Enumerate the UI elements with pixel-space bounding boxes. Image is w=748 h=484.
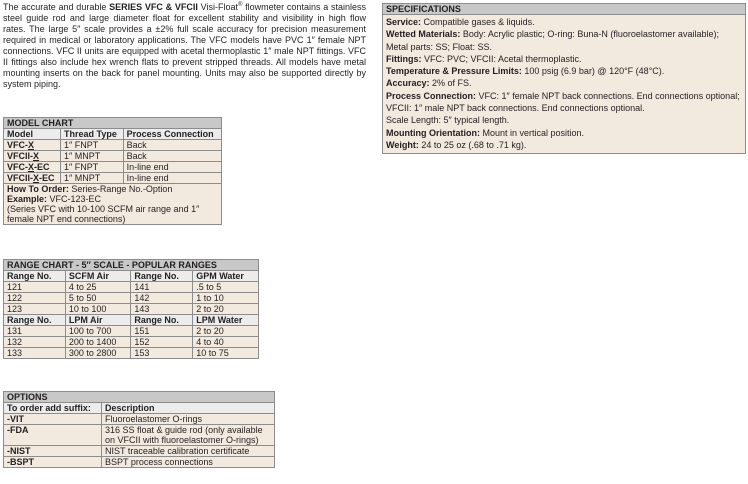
option-suffix-cell: -FDA	[4, 425, 102, 446]
model-range-placeholder: X	[33, 151, 40, 161]
specifications-body	[383, 15, 745, 153]
options-title: OPTIONS	[4, 392, 275, 403]
example-text: VFC-123-EC	[47, 194, 102, 204]
table-row	[4, 457, 275, 468]
model-prefix: VFC-	[7, 162, 28, 172]
range-col-header: Range No.	[131, 315, 193, 326]
intro-paragraph	[3, 2, 366, 90]
model-cell	[4, 140, 61, 151]
spec-label: Mounting Orientation:	[386, 127, 480, 138]
spec-value: VFC: PVC; VFCII: Acetal thermoplastic.	[421, 53, 582, 64]
table-row	[4, 326, 259, 337]
option-suffix-cell: -NIST	[4, 446, 102, 457]
range-col-header: Range No.	[4, 315, 66, 326]
spec-value: 2% of FS.	[429, 78, 472, 89]
range-cell: 151	[131, 326, 193, 337]
table-row	[4, 414, 275, 425]
spec-value: 100 psig (6.9 bar) @ 120°F (48°C).	[521, 66, 665, 77]
table-row	[4, 162, 222, 173]
intro-text-2: flowmeter contains a stainless steel guide rod and large diameter float for excellent stability and visibility in high flow rates. The large 5″ scale provides a ±2% full scale accuracy for precision measurement required in medical or laboratory applications. The VFC models have PVC 1″ female NPT connections. VFC II units are equipped with acetal thermoplastic 1″ male NPT fittings. VFC II fittings also include hex wrench flats to prevent stripped threads. All models have metal mounting inserts on the back for panel mounting. Units may also be supported directly by system piping.	[3, 2, 366, 89]
table-row	[4, 140, 222, 151]
thread-cell: 1″ MNPT	[61, 173, 124, 184]
range-cell: 10 to 75	[193, 348, 259, 359]
range-cell: 132	[4, 337, 66, 348]
how-to-order	[4, 184, 222, 225]
range-col-header: LPM Water	[193, 315, 259, 326]
connection-cell: Back	[123, 140, 221, 151]
connection-cell: Back	[123, 151, 221, 162]
range-cell: 123	[4, 304, 66, 315]
range-cell: 141	[131, 282, 193, 293]
spec-item	[386, 90, 742, 115]
range-cell: 122	[4, 293, 66, 304]
range-cell: 4 to 25	[65, 282, 131, 293]
range-cell: 200 to 1400	[65, 337, 131, 348]
range-cell: .5 to 5	[193, 282, 259, 293]
spec-label: Temperature & Pressure Limits:	[386, 66, 522, 77]
model-chart	[3, 117, 222, 225]
table-row	[4, 446, 275, 457]
range-cell: 5 to 50	[65, 293, 131, 304]
range-col-header: LPM Air	[65, 315, 131, 326]
option-suffix-cell: -VIT	[4, 414, 102, 425]
model-prefix: VFC-	[7, 140, 28, 150]
range-cell: 1 to 10	[193, 293, 259, 304]
spec-item	[386, 53, 742, 65]
option-description-cell: Fluoroelastomer O-rings	[102, 414, 275, 425]
thread-col-header: Thread Type	[61, 129, 124, 140]
spec-value: VFC: 1″ female NPT back connections. End connections optional; VFCII: 1″ male NPT back connections. End connections optional.	[386, 90, 740, 114]
model-suffix: -EC	[39, 173, 55, 183]
spec-item	[386, 65, 742, 77]
table-row	[4, 151, 222, 162]
specifications-title: SPECIFICATIONS	[383, 4, 745, 15]
range-cell: 143	[131, 304, 193, 315]
table-row	[4, 348, 259, 359]
range-cell: 153	[131, 348, 193, 359]
spec-label: Service:	[386, 17, 422, 27]
range-cell: 131	[4, 326, 66, 337]
how-to-order-text: Series-Range No.-Option	[68, 184, 173, 194]
intro-product-name: Visi-Float	[197, 2, 238, 12]
spec-item	[386, 16, 742, 28]
model-range-placeholder: X	[28, 162, 35, 172]
spec-label: Process Connection:	[386, 90, 477, 101]
model-cell	[4, 173, 61, 184]
range-cell: 100 to 700	[65, 326, 131, 337]
model-cell	[4, 162, 61, 173]
model-prefix: VFCII-	[7, 173, 33, 183]
range-chart-title: RANGE CHART - 5″ SCALE - POPULAR RANGES	[4, 260, 259, 271]
model-prefix: VFCII-	[7, 151, 33, 161]
connection-cell: In-line end	[123, 162, 221, 173]
range-cell: 133	[4, 348, 66, 359]
thread-cell: 1″ FNPT	[61, 140, 124, 151]
model-suffix: -EC	[34, 162, 50, 172]
range-cell: 300 to 2800	[65, 348, 131, 359]
thread-cell: 1″ MNPT	[61, 151, 124, 162]
spec-label: Fittings:	[386, 53, 422, 64]
model-col-header: Model	[4, 129, 61, 140]
registered-mark: ®	[237, 2, 243, 8]
model-chart-title: MODEL CHART	[4, 118, 222, 129]
table-row	[4, 293, 259, 304]
range-cell: 121	[4, 282, 66, 293]
spec-value: Body: Acrylic plastic; O-ring: Buna-N (fluoroelastomer available); Metal parts: SS; Float: SS.	[386, 29, 719, 52]
example-note: (Series VFC with 10-100 SCFM air range and 1″ female NPT end connections)	[7, 204, 200, 224]
option-description-cell: BSPT process connections	[102, 457, 275, 468]
spec-item	[386, 28, 742, 53]
specifications-box	[382, 3, 746, 154]
range-col-header: SCFM Air	[65, 271, 131, 282]
spec-value: Scale Length: 5″ typical length.	[386, 115, 510, 126]
table-row	[4, 304, 259, 315]
example-label: Example:	[7, 194, 48, 204]
range-cell: 2 to 20	[193, 304, 259, 315]
model-cell	[4, 151, 61, 162]
spec-value: Mount in vertical position.	[479, 127, 585, 138]
spec-item	[386, 139, 742, 151]
range-chart	[3, 259, 259, 359]
range-col-header: Range No.	[4, 271, 66, 282]
spec-value: 24 to 25 oz (.68 to .71 kg).	[418, 139, 527, 150]
model-range-placeholder: X	[33, 173, 40, 183]
how-to-order-label: How To Order:	[7, 184, 69, 194]
spec-item	[386, 114, 742, 126]
connection-cell: In-line end	[123, 173, 221, 184]
thread-cell: 1″ FNPT	[61, 162, 124, 173]
options-table	[3, 391, 275, 468]
spec-label: Accuracy:	[386, 78, 430, 89]
connection-col-header: Process Connection	[123, 129, 221, 140]
model-range-placeholder: X	[28, 140, 35, 150]
table-row	[4, 337, 259, 348]
option-description-cell: NIST traceable calibration certificate	[102, 446, 275, 457]
spec-value: Compatible gases & liquids.	[421, 17, 535, 27]
spec-label: Wetted Materials:	[386, 29, 461, 40]
range-col-header: Range No.	[131, 271, 193, 282]
range-cell: 2 to 20	[193, 326, 259, 337]
option-description-cell: 316 SS float & guide rod (only available on VFCII with fluoroelastomer O-rings)	[102, 425, 275, 446]
suffix-col-header: To order add suffix:	[4, 403, 102, 414]
option-suffix-cell: -BSPT	[4, 457, 102, 468]
range-cell: 142	[131, 293, 193, 304]
spec-label: Weight:	[386, 139, 419, 150]
description-col-header: Description	[102, 403, 275, 414]
range-cell: 10 to 100	[65, 304, 131, 315]
table-row	[4, 425, 275, 446]
intro-text-1: The accurate and durable	[3, 2, 110, 12]
spec-item	[386, 77, 742, 89]
range-col-header: GPM Water	[193, 271, 259, 282]
spec-item	[386, 127, 742, 139]
range-cell: 4 to 40	[193, 337, 259, 348]
intro-series-name: SERIES VFC & VFCII	[109, 2, 198, 12]
table-row	[4, 173, 222, 184]
range-cell: 152	[131, 337, 193, 348]
table-row	[4, 282, 259, 293]
